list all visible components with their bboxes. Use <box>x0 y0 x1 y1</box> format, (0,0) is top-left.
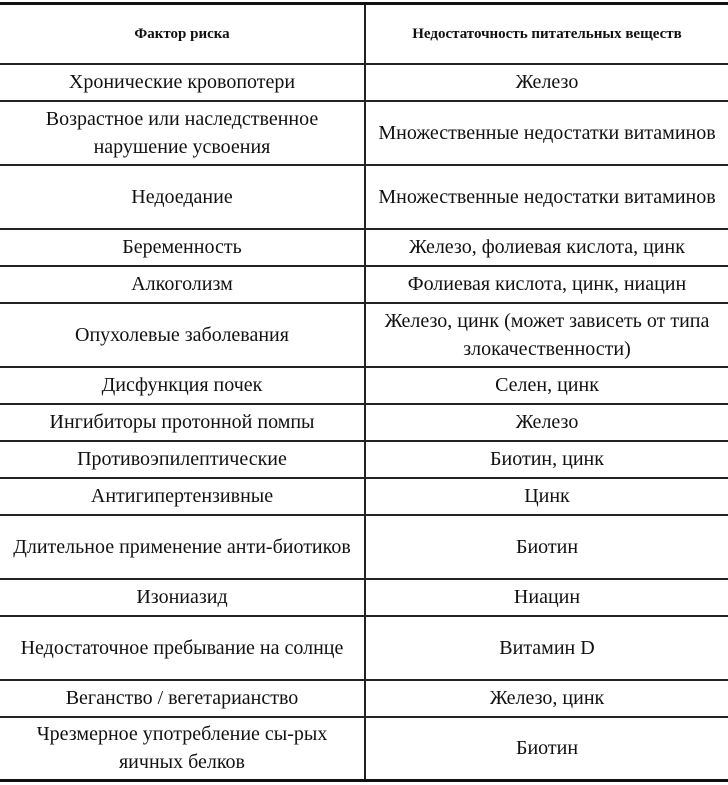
deficiency-cell: Множественные недостатки витаминов <box>365 165 728 229</box>
header-nutrient-deficiency: Недостаточность питательных веществ <box>365 4 728 64</box>
table-row <box>0 229 728 266</box>
deficiency-cell: Биотин <box>365 515 728 579</box>
table-row <box>0 616 728 680</box>
risk-factor-cell: Алкоголизм <box>0 266 365 303</box>
deficiency-cell: Селен, цинк <box>365 367 728 404</box>
table-row <box>0 367 728 404</box>
table-row <box>0 478 728 515</box>
table-row <box>0 680 728 717</box>
header-row <box>0 4 728 64</box>
deficiency-cell: Фолиевая кислота, цинк, ниацин <box>365 266 728 303</box>
table-row <box>0 441 728 478</box>
table-row <box>0 64 728 101</box>
table-row <box>0 404 728 441</box>
deficiency-cell: Железо <box>365 64 728 101</box>
risk-factor-cell: Длительное применение анти-биотиков <box>0 515 365 579</box>
risk-factor-cell: Чрезмерное употребление сы-рых яичных белков <box>0 717 365 781</box>
table-row <box>0 579 728 616</box>
risk-factor-cell: Антигипертензивные <box>0 478 365 515</box>
table-row <box>0 303 728 367</box>
deficiency-cell: Биотин <box>515 737 579 760</box>
table-row <box>0 515 728 579</box>
risk-factor-table <box>0 2 728 782</box>
table-body <box>0 64 728 781</box>
risk-factor-cell: Возрастное или наследственное нарушение усвоения <box>0 101 365 165</box>
deficiency-cell: Витамин D <box>365 616 728 680</box>
table-row <box>0 717 728 781</box>
deficiency-cell: Железо <box>365 404 728 441</box>
table-row <box>0 266 728 303</box>
risk-factor-cell: Опухолевые заболевания <box>0 303 365 367</box>
deficiency-cell: Железо, фолиевая кислота, цинк <box>365 229 728 266</box>
risk-factor-cell: Противоэпилептические <box>0 441 365 478</box>
risk-factor-cell: Дисфункция почек <box>0 367 365 404</box>
table-row <box>0 101 728 165</box>
risk-factor-cell: Недоедание <box>0 165 365 229</box>
risk-factor-cell: Недостаточное пребывание на солнце <box>0 616 365 680</box>
risk-factor-cell: Беременность <box>0 229 365 266</box>
deficiency-cell: Ниацин <box>365 579 728 616</box>
deficiency-cell: Множественные недостатки витаминов <box>365 101 728 165</box>
risk-factor-cell: Веганство / вегетарианство <box>0 680 365 717</box>
deficiency-cell: Железо, цинк (может зависеть от типа злокачественности) <box>365 303 728 367</box>
risk-factor-cell: Изониазид <box>0 579 365 616</box>
risk-factor-cell: Ингибиторы протонной помпы <box>0 404 365 441</box>
header-risk-factor: Фактор риска <box>0 4 365 64</box>
risk-factor-cell: Хронические кровопотери <box>0 64 365 101</box>
deficiency-cell: Железо, цинк <box>365 680 728 717</box>
table-row <box>0 165 728 229</box>
deficiency-cell: Биотин, цинк <box>365 441 728 478</box>
deficiency-cell: Цинк <box>365 478 728 515</box>
